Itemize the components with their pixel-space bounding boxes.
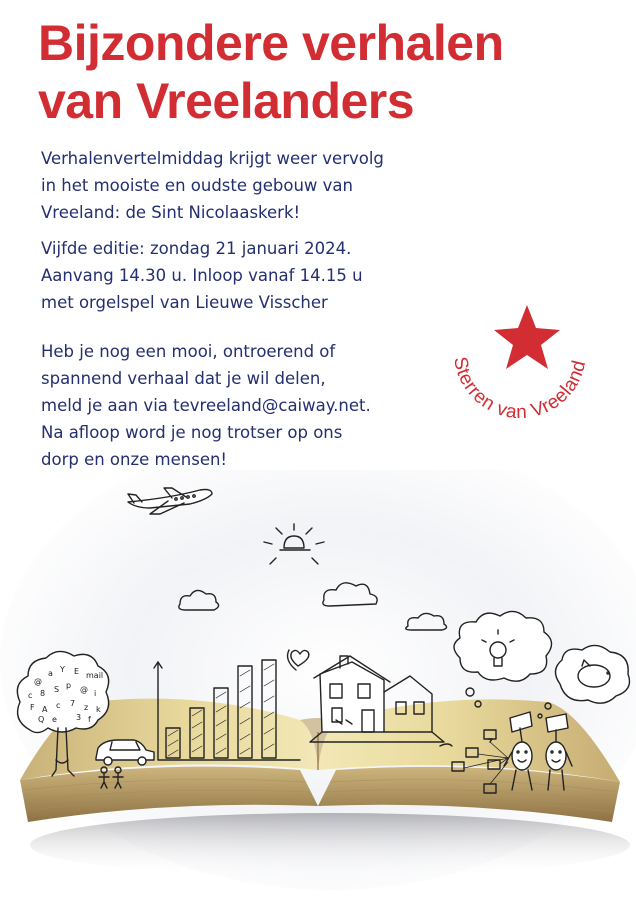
svg-text:A: A [42,705,48,714]
svg-text:Y: Y [60,665,65,674]
event-line-3: met orgelspel van Lieuwe Visscher [41,293,328,312]
event-line-2: Aanvang 14.30 u. Inloop vanaf 14.15 u [41,266,363,285]
poster-title [38,14,618,130]
svg-text:@: @ [80,685,88,694]
intro-paragraph [41,145,481,226]
svg-text:F: F [30,703,35,712]
svg-text:c: c [28,691,33,700]
svg-text:e: e [52,715,57,724]
call-line-2: spannend verhaal dat je wil delen, [41,369,326,388]
svg-text:c: c [56,701,61,710]
svg-text:3: 3 [76,713,82,722]
intro-line-3: Vreeland: de Sint Nicolaaskerk! [41,203,301,222]
svg-text:8: 8 [40,689,46,698]
title-line-2: van Vreelanders [38,73,415,129]
title-line-1: Bijzondere verhalen [38,15,504,71]
svg-text:f: f [88,715,91,724]
svg-text:mail: mail [86,671,104,680]
call-to-action-paragraph [41,338,481,473]
call-line-1: Heb je nog een mooi, ontroerend of [41,342,336,361]
svg-text:7: 7 [70,699,76,708]
call-line-5: dorp en onze mensen! [41,450,228,469]
svg-text:p: p [66,681,72,690]
intro-line-2: in het mooiste en oudste gebouw van [41,176,353,195]
event-line-1: Vijfde editie: zondag 21 januari 2024. [41,239,352,258]
intro-line-1: Verhalenvertelmiddag krijgt weer vervolg [41,149,384,168]
svg-text:S: S [54,685,60,694]
call-line-3: meld je aan via tevreeland@caiway.net. [41,396,371,415]
svg-text:@: @ [34,677,42,686]
svg-text:a: a [48,669,53,678]
svg-text:i: i [94,689,97,698]
open-book-illustration [0,470,636,912]
call-line-4: Na afloop word je nog trotser op ons [41,423,343,442]
event-details-paragraph [41,235,481,316]
sterren-van-vreeland-logo [440,276,620,426]
svg-text:E: E [74,667,80,676]
logo-text: Sterren van Vreeland [449,355,591,424]
red-star-icon [494,305,560,369]
svg-text:Q: Q [38,715,45,724]
svg-text:z: z [84,703,89,712]
svg-text:k: k [96,705,101,714]
